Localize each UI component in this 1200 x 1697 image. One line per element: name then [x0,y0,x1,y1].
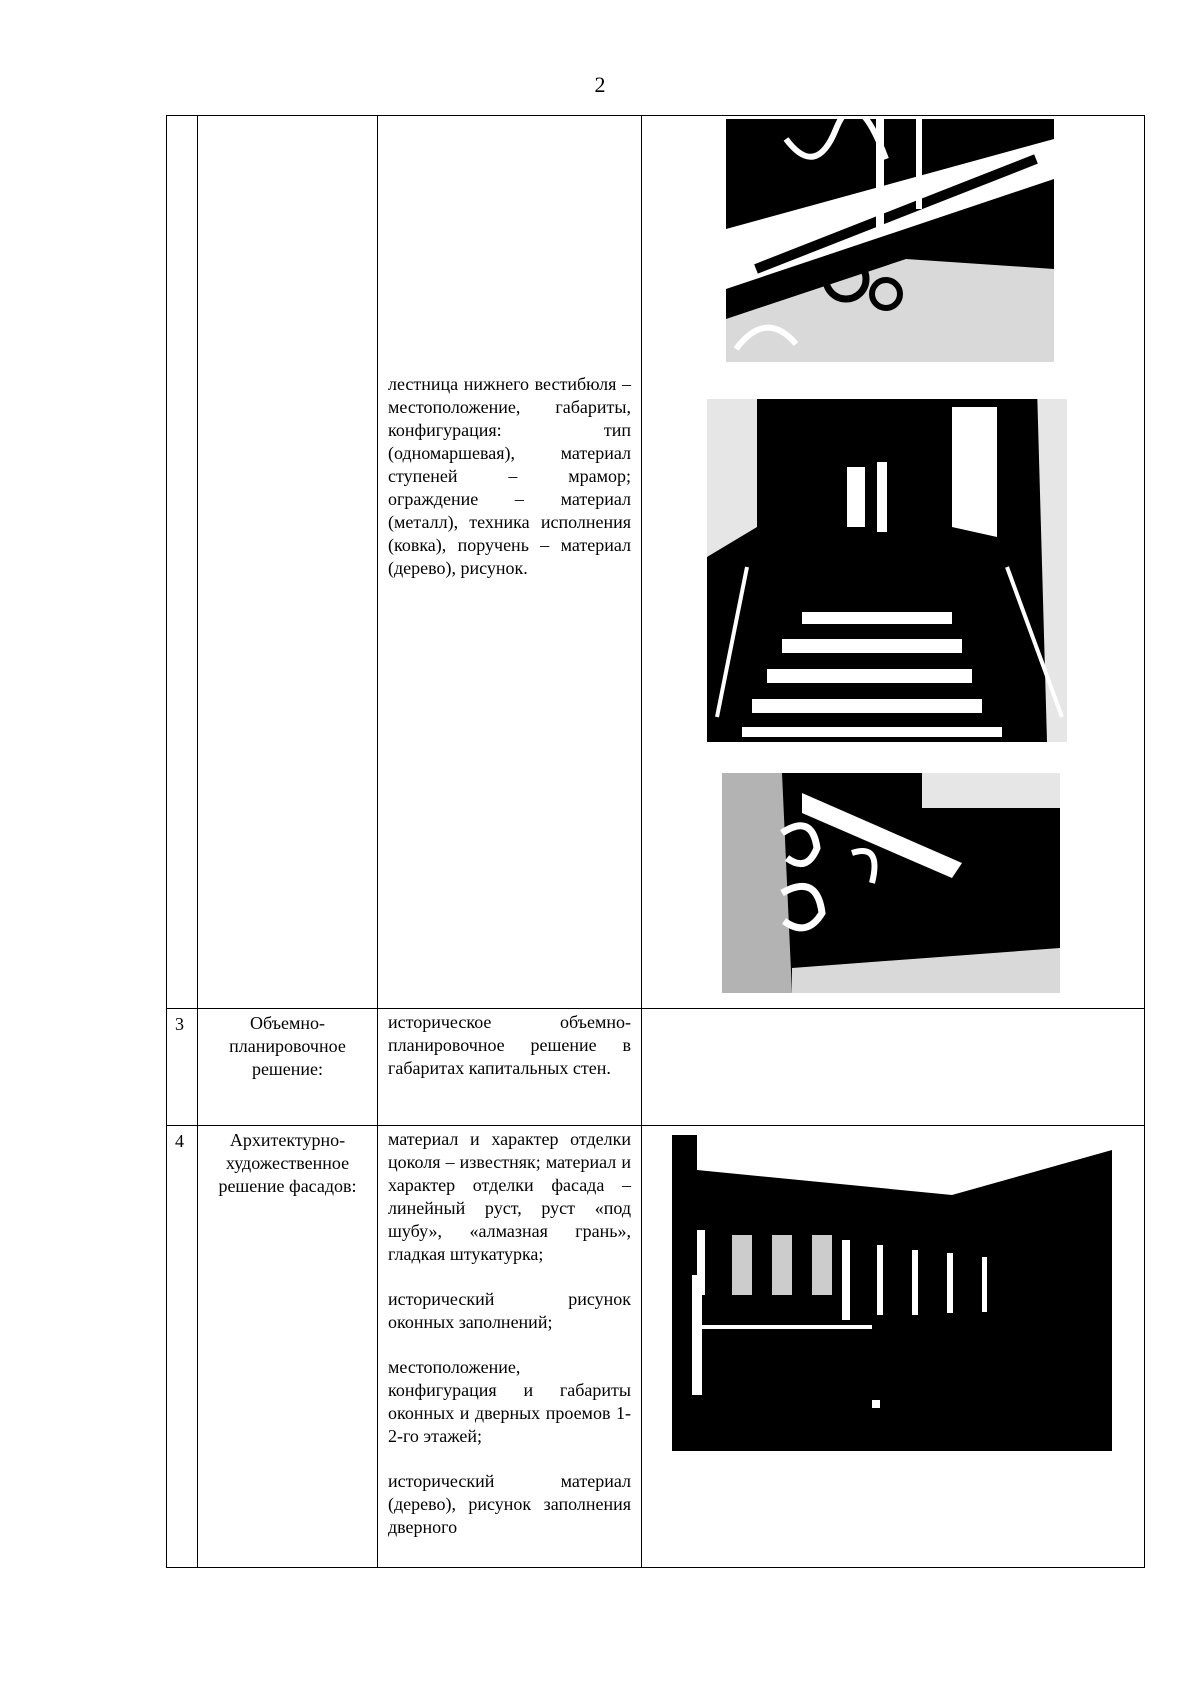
staircase-view-photo [707,387,1067,742]
row-number [167,116,198,1009]
element-name: Объемно-планировочное решение: [198,1009,378,1126]
row-number: 4 [167,1126,198,1568]
description-paragraph: исторический рисунок оконных заполнений; [388,1289,631,1332]
element-name [198,116,378,1009]
description-paragraph: лестница нижнего вестибюля – местоположение, габариты, конфигурация: тип (одномаршевая), материал ступеней – мрамор; ограждение – материал (металл), техника исполнения (ковка), поручень – материал (дерево), рисунок. [388,374,631,578]
table-row [167,1009,1145,1126]
element-description [378,1009,642,1126]
row-number: 3 [167,1009,198,1126]
description-paragraph: местоположение, конфигурация и габариты оконных и дверных проемов 1-2-го этажей; [388,1357,631,1446]
facade-photo [672,1135,1112,1451]
description-paragraph: материал и характер отделки цоколя – известняк; материал и характер отделки фасада – линейный руст, руст «под шубу», «алмазная грань», гладкая штукатурка; [388,1129,631,1264]
element-description [378,116,642,1009]
photo-cell [642,1009,1145,1126]
element-name: Архитектурно-художественное решение фасадов: [198,1126,378,1568]
description-paragraph: историческое объемно-планировочное решение в габаритах капитальных стен. [388,1012,631,1078]
page-number: 2 [594,72,606,97]
description-paragraph: исторический материал (дерево), рисунок заполнения дверного [388,1471,631,1537]
staircase-railing-photo [726,119,1054,362]
element-description [378,1126,642,1568]
railing-detail-photo [722,773,1060,993]
